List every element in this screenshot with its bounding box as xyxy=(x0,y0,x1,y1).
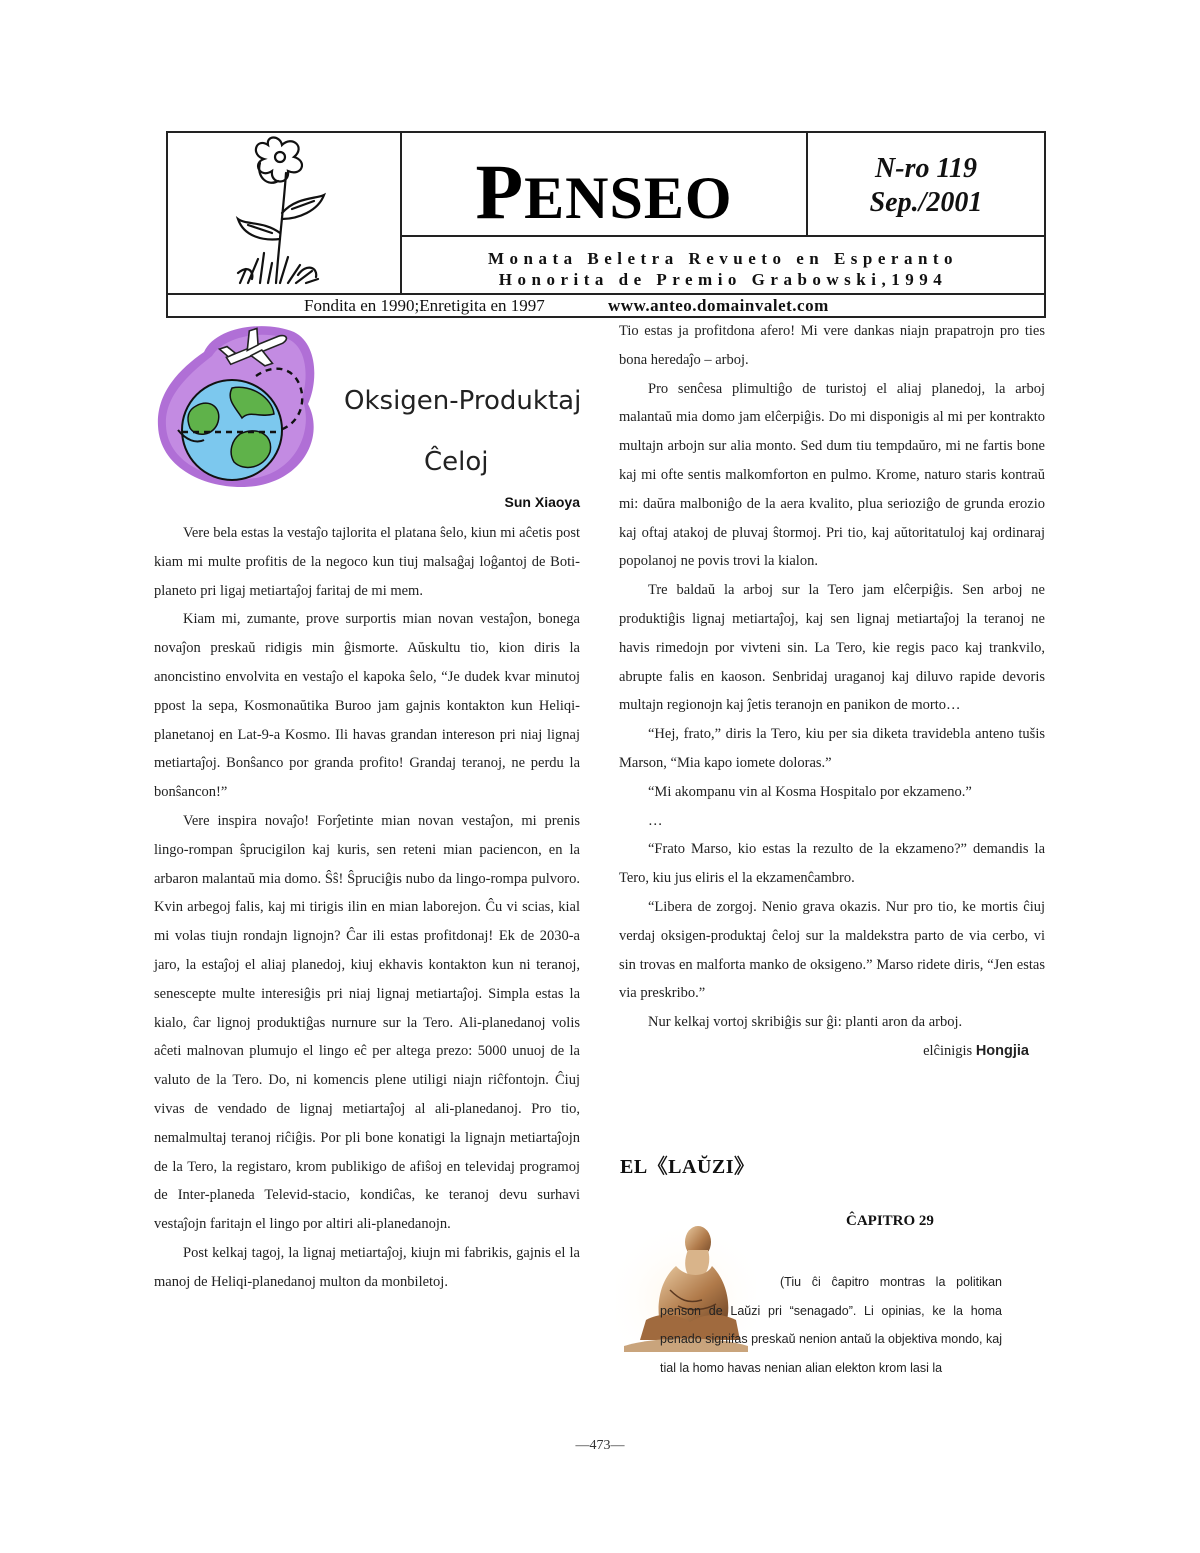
article-paragraph: Nur kelkaj vortoj skribiĝis sur ĝi: planti aron da arboj. xyxy=(648,1014,963,1031)
title-cell xyxy=(400,131,808,237)
chapter-intro-text: (Tiu ĉi ĉapitro montras la politikan penson de Laŭzi pri “senagado”. Li opinias, ke la homa penado signifas preskaŭ nenion antaŭ la objektiva mondo, kaj tial la homo havas nenian alian elekton krom lasi la xyxy=(660,1275,1002,1375)
article-title-line-1: Oksigen-Produktaj xyxy=(344,386,582,416)
right-column xyxy=(619,317,1045,1066)
paper-title: PENSEO xyxy=(475,148,733,235)
article-author: Sun Xiaoya xyxy=(504,494,580,510)
issue-date: Sep./2001 xyxy=(869,187,983,218)
subtitle-line-1: Monata Beletra Revueto en Esperanto xyxy=(487,249,959,268)
translator-credit xyxy=(619,1037,1045,1066)
logo-cell xyxy=(166,131,402,295)
chapter-heading: ĈAPITRO 29 xyxy=(846,1213,934,1229)
subtitle-cell xyxy=(400,235,1046,295)
page-number: —473— xyxy=(575,1438,625,1453)
article-paragraph: Pro senĉesa plimultiĝo de turistoj el aliaj planedoj, la arboj malantaŭ mia domo jam elĉerpiĝis. Do mi disponigis al mi per kontrakto multajn arbojn sur alia monto. Sed dum tiu tempdaŭro, mi ne fartis bone kaj mi ofte sentis malkomforton en pulmo. Krome, naturo staris kontraŭ mi: daŭra malboniĝo de la aera kvalito, plua serioziĝo de grunda erozio kaj oftaj atakoj de pluvaj ŝtormoj. Pri tio, kaj aŭtoritatuloj kaj ordinaraj popolanoj ne povis trovi la kialon. xyxy=(619,380,1045,570)
translator-prefix: elĉinigis xyxy=(923,1042,973,1059)
article-paragraph: Tre baldaŭ la arboj sur la Tero jam elĉerpiĝis. Sen arboj ne produktiĝis lignaj metiartaĵoj, kaj sen lignaj metiartaĵoj la teranoj ne havis rimedojn por vivteni sin. La Tero, kie regis paco kaj trankvilo, abrupte falis en kaoson. Senbridaj uraganoj kaj diluvo rapide devoris multajn regionojn kaj ĵetis teranojn en panikon de morto… xyxy=(619,582,1045,714)
masthead xyxy=(166,131,1046,316)
article-paragraph: “Mi akompanu vin al Kosma Hospitalo por ekzameno.” xyxy=(648,783,972,800)
issue-number: N-ro 119 xyxy=(875,153,977,184)
left-column xyxy=(154,519,580,1297)
article-paragraph: Vere inspira novaĵo! Forĵetinte mian novan vestaĵon, mi prenis lingo-rompan ŝprucigilon kaj kuris, sen reteni mian paciencon, en la arbaron malantaŭ mia domo. Ŝŝ! Ŝpruciĝis nubo da lingo-rompa pulvoro. Kvin arbegoj falis, kaj mi tirigis ilin en mian laborejon. Ĉu vi scias, kial mi volas tiujn rondajn lignojn? Ĉar ili estas profitdonaj! Ek de 2030-a jaro, la estaĵoj el aliaj planedoj, kiuj ekhavis kontakton kun ni teranoj, senescepte multe interesiĝis pri niaj lignaj metiartaĵoj. Simpla estas la kialo, ĉar lignoj produktiĝas nurnure sur la Tero. Ali-planedanoj volis aĉeti malnovan plumujo el lingo eĉ per altega prezo: 5000 unuoj de la valuto de la Tero. Do, ni komencis plene utiligi niajn riĉfontojn. Ĉiuj vivas de vendado de lignaj metiartaĵoj al ali-planedanoj. Pro tio, nemalmultaj teranoj riĉiĝis. Por pli bone konatigi la lignajn metiartaĵojn de la Tero, la registaro, krom publikigo de afiŝoj en televidaj programoj de Inter-planeda Televid-stacio, kondiĉas, ke teranoj devu surhavi vestaĵojn faritajn el lingo por altiri ali-planedanojn. xyxy=(154,812,580,1233)
article-paragraph: Kiam mi, zumante, prove surportis mian novan vestaĵon, bonega novaĵon preskaŭ ridigis min ĝismorte. Aŭskultu tio, kion diris la anoncistino envolvita en vestaĵo el kapoka ŝelo, “Je dudek kvar minutoj ppost la sepa, Kosmonaŭtika Buroo jam gajnis kontakton kun Heliqi-planetanoj en Lat-9-a Kosmo. Ili havas grandan intereson pri niaj lignaj metiartaĵoj. Bonŝanco por granda profito! Grandaj teranoj, ne perdu la bonŝancon!” xyxy=(154,611,580,801)
article-paragraph: “Libera de zorgoj. Nenio grava okazis. Nur pro tio, ke mortis ĉiuj verdaj oksigen-produktaj ĉeloj sur la maldekstra parto de via cerbo, vi sin trovas en malforta manko de oksigeno.” Marso ridete diris, “Jen estas via preskribo.” xyxy=(619,898,1045,1002)
issue-cell xyxy=(806,131,1046,237)
section-heading: EL《LAŬZI》 xyxy=(620,1156,755,1178)
subtitle-line-2: Honorita de Premio Grabowski,1994 xyxy=(498,270,948,289)
article-paragraph: “Hej, frato,” diris la Tero, kiu per sia diketa travidebla anteno tušis Marson, “Mia kapo iomete doloras.” xyxy=(619,726,1045,771)
flower-logo-icon xyxy=(168,133,400,293)
founding-cell xyxy=(166,293,1046,318)
article-paragraph: Post kelkaj tagoj, la lignaj metiartaĵoj, kiujn mi fabrikis, gajnis el la manoj de Heliqi-planedanoj multon da monbiletoj. xyxy=(154,1244,580,1290)
website-url[interactable]: www.anteo.domainvalet.com xyxy=(608,296,829,315)
article-paragraph: Vere bela estas la vestaĵo tajlorita el platana ŝelo, kiun mi aĉetis post kiam mi multe profitis de la negoco kun tiuj malsaĝaj loĝantoj de Boti-planeto pri ligaj metiartaĵoj faritaj de mi mem. xyxy=(154,525,580,599)
article-title-line-2: Ĉeloj xyxy=(424,447,489,477)
globe-airplane-icon xyxy=(156,322,316,490)
translator-name: Hongjia xyxy=(975,1042,1029,1059)
article-paragraph: “Frato Marso, kio estas la rezulto de la ekzameno?” demandis la Tero, kiu jus eliris el la ekzamenĉambro. xyxy=(619,841,1045,887)
article-paragraph: Tio estas ja profitdona afero! Mi vere dankas niajn prapatrojn pro ties bona heredaĵo – arboj. xyxy=(619,323,1045,368)
article-paragraph: … xyxy=(648,812,663,829)
founded-text: Fondita en 1990;Enretigita en 1997 xyxy=(304,296,545,315)
